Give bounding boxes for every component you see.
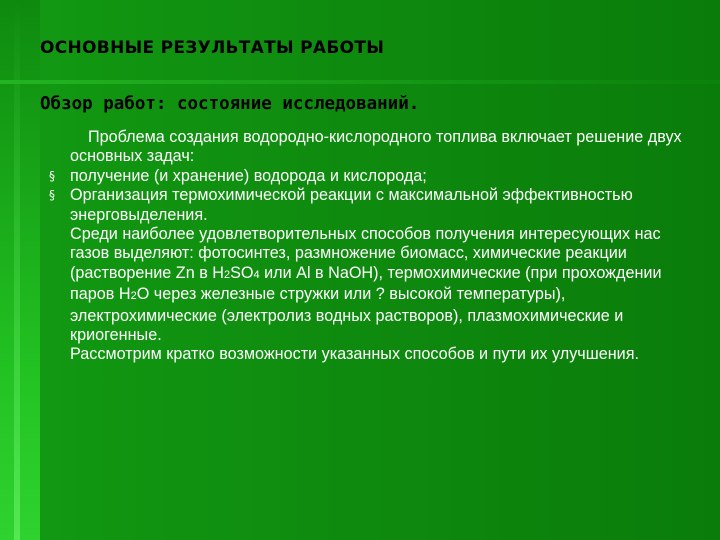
methods-text-1: Среди наиболее удовлетворительных способов получения интересующих нас газов выделяют: фотосинтез, размножение биомасс, химические реакции (растворение Zn в H	[70, 225, 661, 282]
methods-paragraph	[70, 225, 700, 345]
slide-body	[49, 128, 700, 365]
methods-text-2: SO	[230, 263, 254, 282]
bullet-text-1: получение (и хранение) водорода и кислорода;	[70, 166, 427, 185]
bullet-item-1	[49, 166, 700, 186]
slide-subtitle: Обзор работ: состояние исследований.	[40, 94, 420, 114]
title-divider	[0, 80, 720, 84]
methods-text-4: O через железные стружки или ? высокой температуры), электрохимические (электролиз водных растворов), плазмохимические и криогенные.	[70, 285, 624, 345]
bullet-text-2: Организация термохимической реакции с максимальной эффективностью энерговыделения.	[70, 186, 633, 224]
subscript-4: 4	[253, 268, 260, 281]
square-bullet-icon: §	[49, 188, 55, 203]
methods-text-3: или Al в NaOH), термохимические (при прохождении паров H	[70, 263, 662, 304]
bullet-item-2	[49, 186, 700, 225]
intro-paragraph: Проблема создания водородно-кислородного топлива включает решение двух основных задач:	[70, 128, 682, 166]
subscript-2b: 2	[130, 290, 137, 303]
closing-paragraph: Рассмотрим кратко возможности указанных способов и пути их улучшения.	[70, 345, 639, 364]
square-bullet-icon: §	[49, 168, 55, 183]
subscript-2a: 2	[224, 268, 231, 281]
slide-title: ОСНОВНЫЕ РЕЗУЛЬТАТЫ РАБОТЫ	[40, 38, 385, 58]
